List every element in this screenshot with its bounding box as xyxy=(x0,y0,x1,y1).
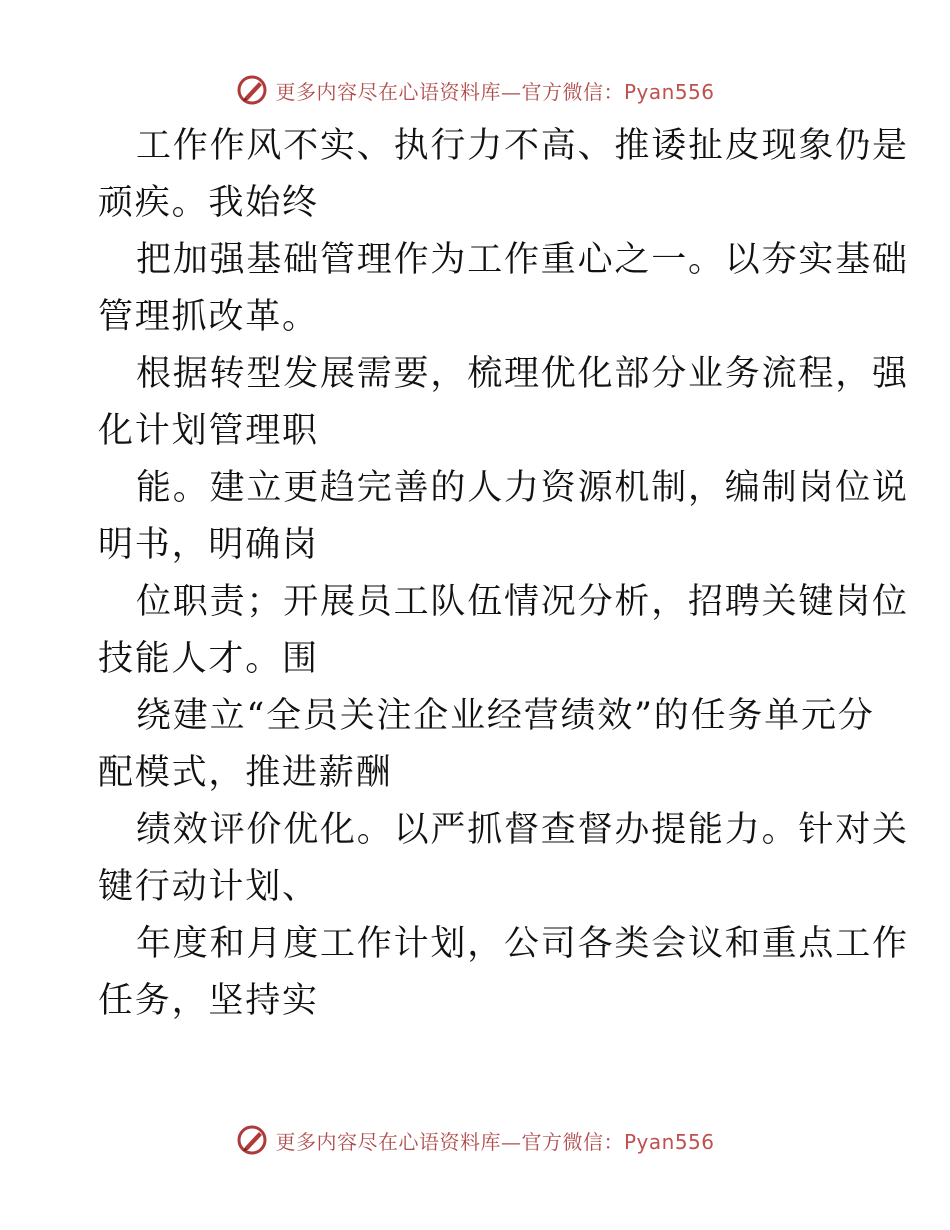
paragraph xyxy=(98,460,909,574)
footer-text xyxy=(275,1126,714,1155)
paragraph xyxy=(98,916,909,1030)
paragraph xyxy=(98,574,909,688)
header-text xyxy=(275,76,714,105)
paragraph-line: 键行动计划、 xyxy=(98,867,319,907)
header-separator: — xyxy=(500,79,522,104)
pen-logo-icon xyxy=(235,73,269,107)
paragraph-line: 能。建立更趋完善的人力资源机制，编制岗位说 xyxy=(136,468,909,508)
header-wechat-id: Pyan556 xyxy=(623,79,715,104)
paragraph xyxy=(98,688,875,802)
paragraph-line: 化计划管理职 xyxy=(98,411,319,451)
footer-wechat-label: 官方微信： xyxy=(521,1129,624,1154)
document-body xyxy=(98,118,909,1030)
footer-separator: — xyxy=(500,1129,522,1154)
paragraph xyxy=(98,802,909,916)
paragraph-line: 绕建立“全员关注企业经营绩效”的任务单元分 xyxy=(136,696,875,736)
header-banner xyxy=(0,70,950,110)
paragraph-line: 位职责；开展员工队伍情况分析，招聘关键岗位 xyxy=(136,582,909,622)
paragraph-line: 管理抓改革。 xyxy=(98,297,319,337)
paragraph-line: 绩效评价优化。以严抓督查督办提能力。针对关 xyxy=(136,810,909,850)
paragraph-line: 根据转型发展需要，梳理优化部分业务流程，强 xyxy=(136,354,909,394)
paragraph-line: 明书，明确岗 xyxy=(98,525,319,565)
paragraph-line: 任务，坚持实 xyxy=(98,981,319,1021)
footer-wechat-id: Pyan556 xyxy=(623,1129,715,1154)
footer-banner xyxy=(0,1120,950,1160)
paragraph-line: 顽疾。我始终 xyxy=(98,183,319,223)
header-site-text: 更多内容尽在心语资料库 xyxy=(275,79,501,104)
header-wechat-label: 官方微信： xyxy=(521,79,624,104)
footer-site-text: 更多内容尽在心语资料库 xyxy=(275,1129,501,1154)
paragraph-line: 技能人才。围 xyxy=(98,639,319,679)
paragraph-line: 年度和月度工作计划，公司各类会议和重点工作 xyxy=(136,924,909,964)
paragraph xyxy=(98,118,909,232)
paragraph xyxy=(98,232,909,346)
paragraph xyxy=(98,346,909,460)
paragraph-line: 把加强基础管理作为工作重心之一。以夯实基础 xyxy=(136,240,909,280)
paragraph-line: 配模式，推进薪酬 xyxy=(98,753,393,793)
pen-logo-icon xyxy=(235,1123,269,1157)
paragraph-line: 工作作风不实、执行力不高、推诿扯皮现象仍是 xyxy=(136,126,909,166)
